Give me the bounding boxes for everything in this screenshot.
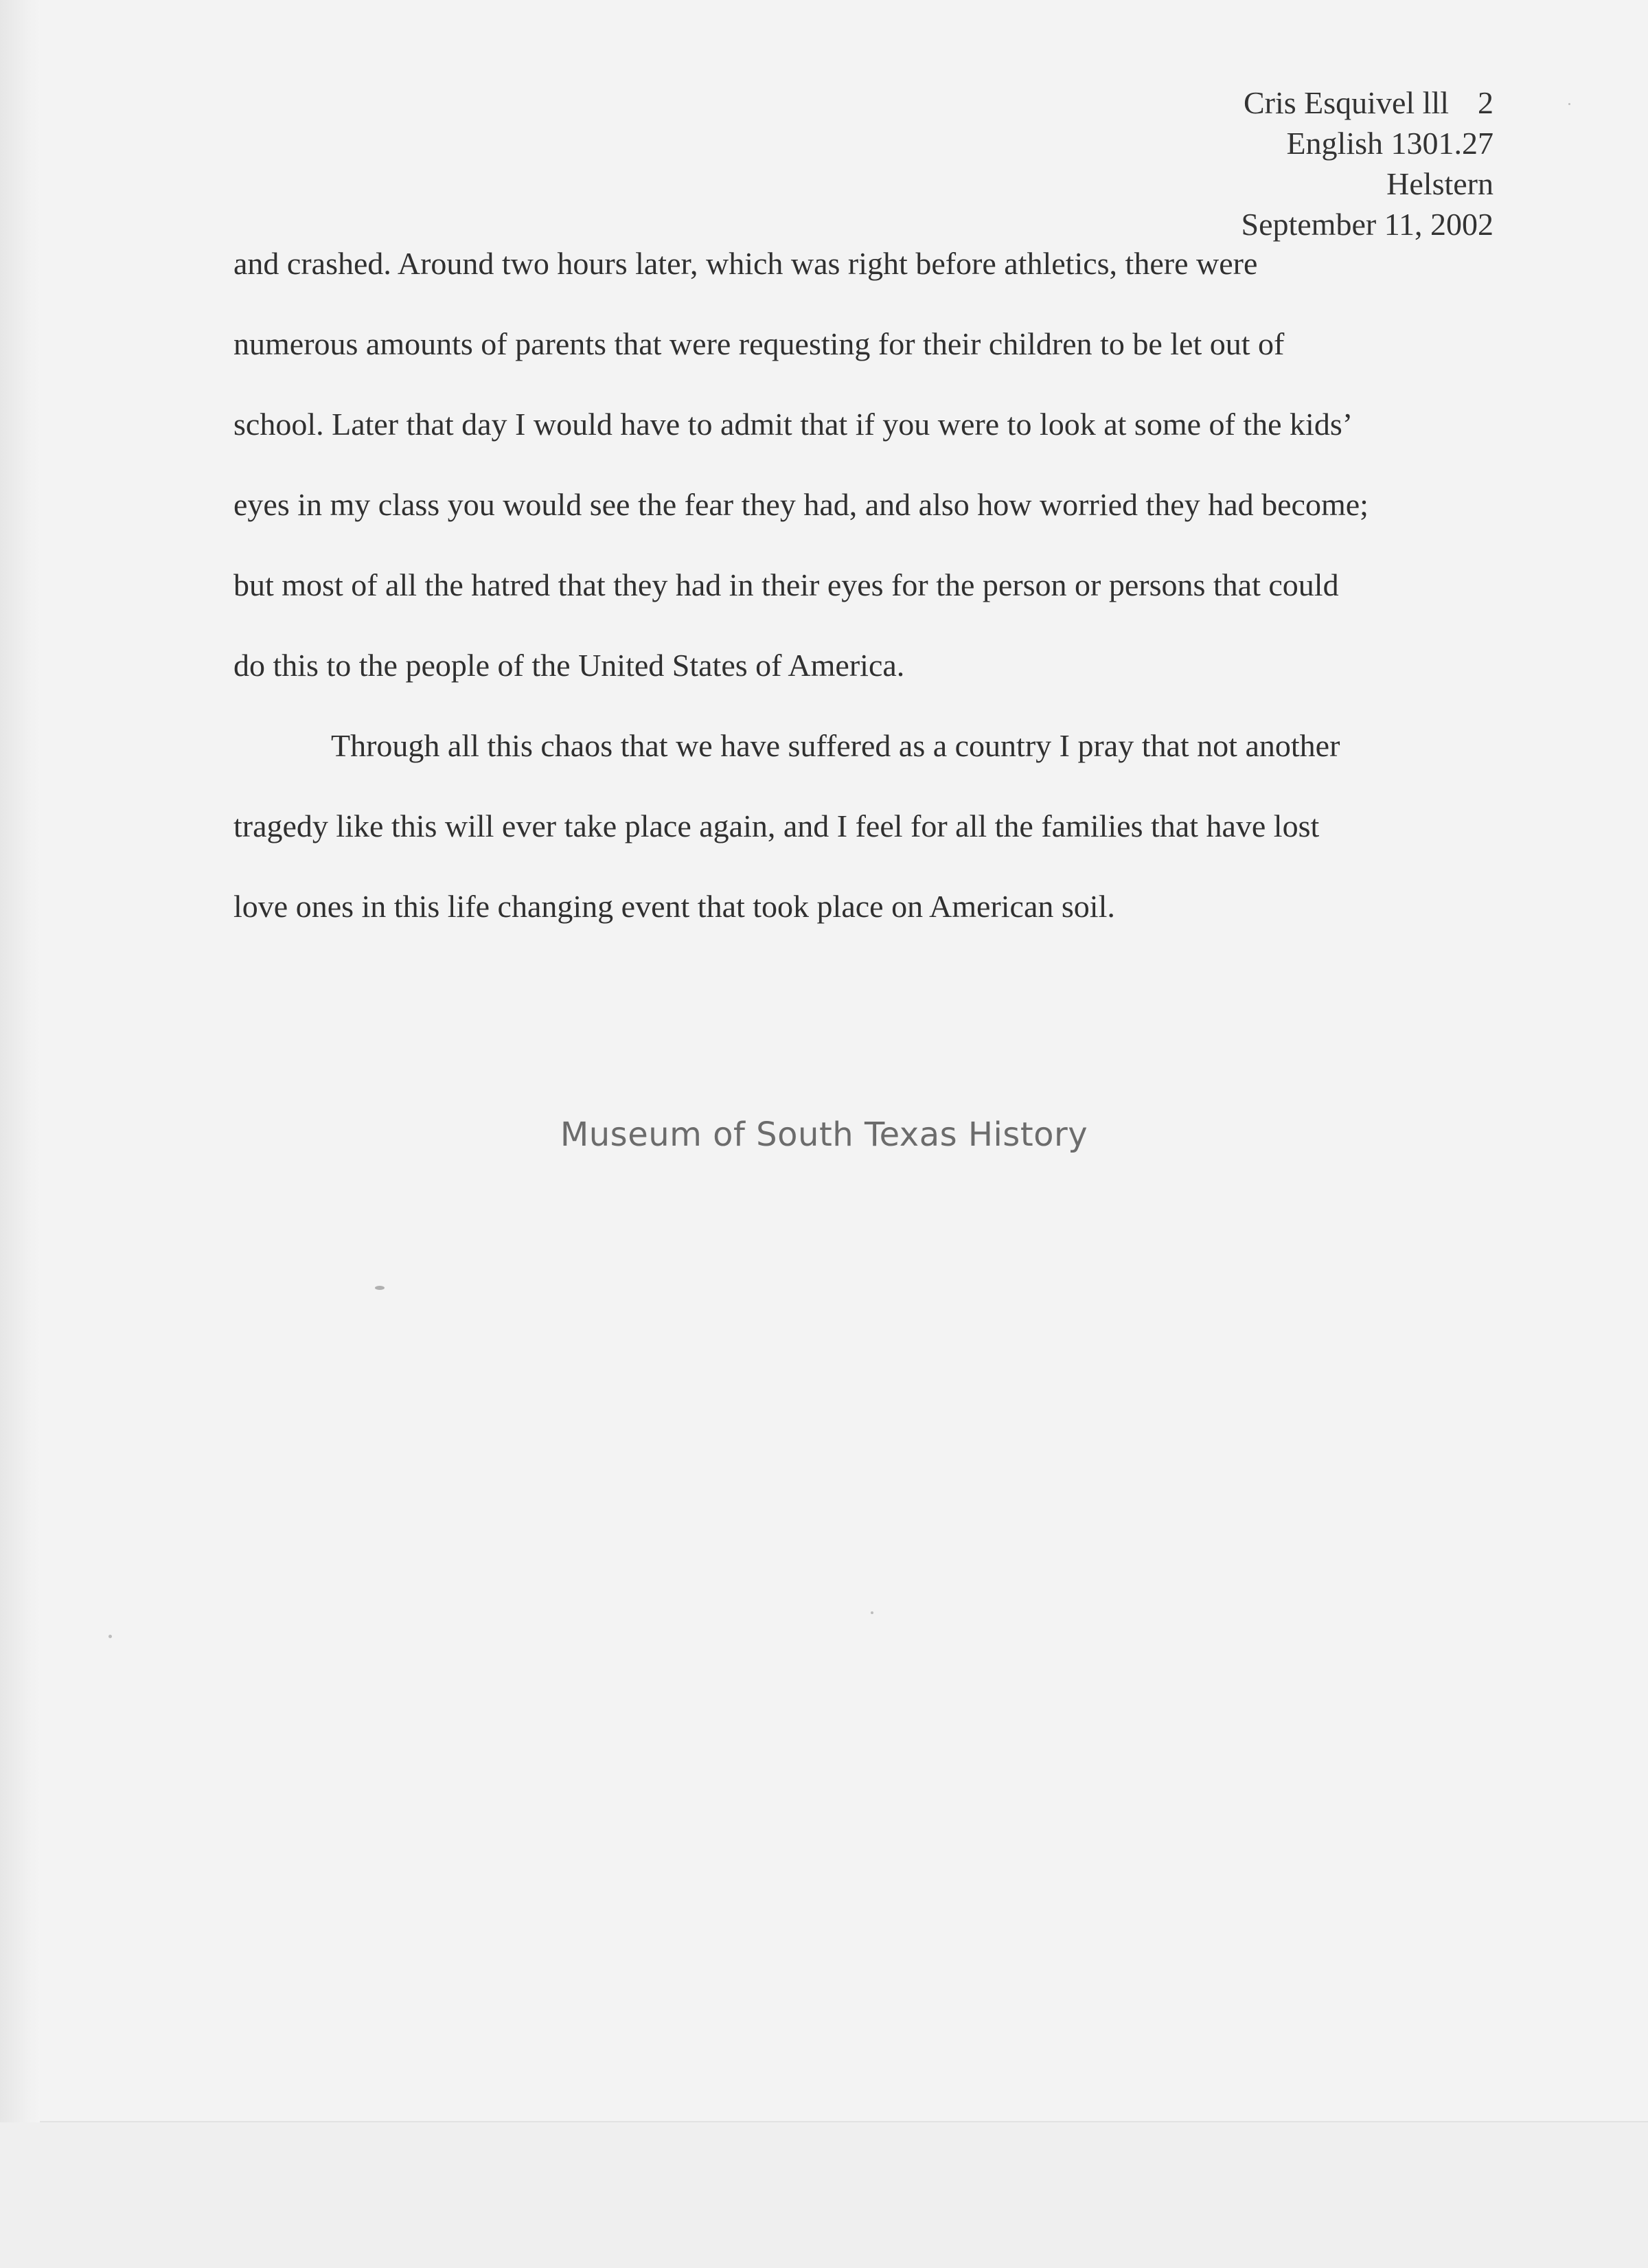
header-page-number: 2 <box>1478 85 1494 120</box>
header-author: Cris Esquivel lll <box>1244 85 1449 120</box>
text-line: do this to the people of the United States of America. <box>233 648 905 683</box>
scan-speck <box>108 1635 112 1638</box>
scan-speck <box>871 1611 873 1614</box>
header-date: September 11, 2002 <box>1241 207 1494 242</box>
text-line: love ones in this life changing event that took place on American soil. <box>233 889 1115 924</box>
scan-speck <box>1568 103 1570 105</box>
header-course: English 1301.27 <box>1286 126 1494 161</box>
scan-background <box>0 2122 1648 2268</box>
museum-watermark: Museum of South Texas History <box>560 1115 1088 1154</box>
paragraph-1 <box>233 240 1490 723</box>
page-header <box>1241 82 1494 245</box>
scan-speck <box>375 1286 385 1290</box>
essay-body <box>233 240 1490 964</box>
text-line: eyes in my class you would see the fear they had, and also how worried they had become; <box>233 487 1369 522</box>
header-instructor: Helstern <box>1386 166 1494 201</box>
text-line: and crashed. Around two hours later, which was right before athletics, there were <box>233 246 1258 281</box>
text-line: numerous amounts of parents that were requesting for their children to be let out of <box>233 326 1285 361</box>
text-line: Through all this chaos that we have suffered as a country I pray that not another <box>331 728 1340 763</box>
text-line: tragedy like this will ever take place again, and I feel for all the families that have lost <box>233 808 1320 843</box>
paragraph-2 <box>233 723 1490 964</box>
text-line: but most of all the hatred that they had in their eyes for the person or persons that could <box>233 567 1339 602</box>
header-author-line <box>1241 82 1494 123</box>
text-line: school. Later that day I would have to admit that if you were to look at some of the kids’ <box>233 407 1353 442</box>
